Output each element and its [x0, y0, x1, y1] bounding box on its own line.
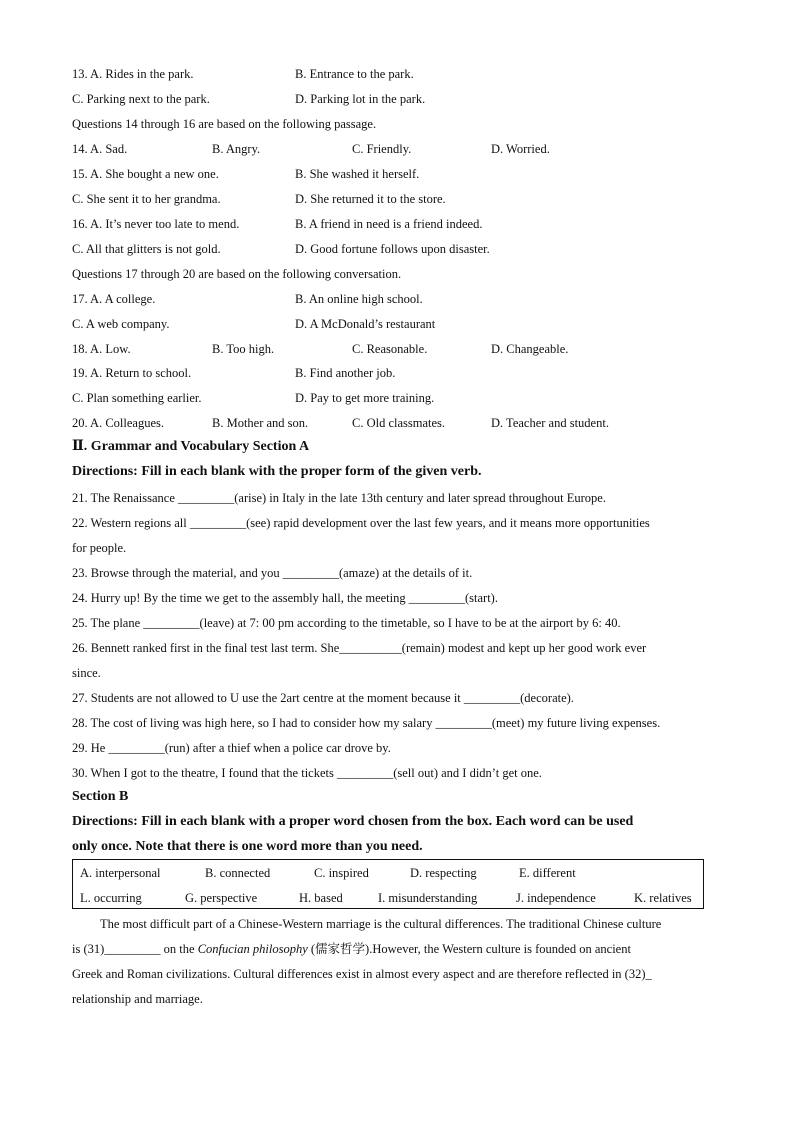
passage-line-2-end: (儒家哲学).However, the Western culture is founded on ancient [307, 942, 631, 956]
word-box-option: D. respecting [410, 866, 477, 880]
listening-option: C. A web company. [72, 317, 170, 331]
listening-option: 14. A. Sad. [72, 142, 128, 156]
section-b-heading: Section B [72, 789, 129, 804]
listening-option: B. A friend in need is a friend indeed. [295, 217, 483, 231]
listening-option: D. Good fortune follows upon disaster. [295, 242, 490, 256]
passage-line-3: Greek and Roman civilizations. Cultural differences exist in almost every aspect and are therefore reflected in (32)_ [72, 967, 652, 981]
passage-line-2 [72, 937, 722, 962]
section-a-directions: Directions: Fill in each blank with the proper form of the given verb. [72, 464, 482, 479]
listening-option: D. Teacher and student. [491, 416, 609, 430]
listening-option: 17. A. A college. [72, 292, 156, 306]
listening-option: D. A McDonald’s restaurant [295, 317, 436, 331]
listening-option: C. Friendly. [352, 142, 412, 156]
listening-option: D. Parking lot in the park. [295, 92, 426, 106]
listening-option: C. She sent it to her grandma. [72, 192, 221, 206]
listening-option: C. Reasonable. [352, 342, 428, 356]
listening-option: D. Worried. [491, 142, 550, 156]
listening-option: B. Entrance to the park. [295, 67, 414, 81]
word-box-option: J. independence [516, 891, 596, 905]
listening-option: C. All that glitters is not gold. [72, 242, 221, 256]
listening-option: 13. A. Rides in the park. [72, 67, 194, 81]
word-box-option: A. interpersonal [80, 866, 161, 880]
question-29: 29. He _________(run) after a thief when a police car drove by. [72, 741, 391, 755]
word-box [72, 859, 704, 909]
passage-line-4: relationship and marriage. [72, 992, 203, 1006]
question-26: 26. Bennett ranked first in the final test last term. She__________(remain) modest and kept up her good work ever [72, 641, 647, 655]
question-23: 23. Browse through the material, and you _________(amaze) at the details of it. [72, 566, 473, 580]
question-22-continued: for people. [72, 541, 127, 555]
question-22: 22. Western regions all _________(see) rapid development over the last few years, and it means more opportunities [72, 516, 650, 530]
word-box-option: I. misunderstanding [378, 891, 478, 905]
question-27: 27. Students are not allowed to U use the 2art centre at the moment because it _________(decorate). [72, 691, 574, 705]
listening-option: B. Too high. [212, 342, 275, 356]
listening-option: 15. A. She bought a new one. [72, 167, 219, 181]
section-a-heading: Ⅱ. Grammar and Vocabulary Section A [72, 439, 310, 454]
question-26-continued: since. [72, 666, 101, 680]
word-box-option: H. based [299, 891, 343, 905]
listening-option: B. Find another job. [295, 366, 396, 380]
question-24: 24. Hurry up! By the time we get to the assembly hall, the meeting _________(start). [72, 591, 498, 605]
listening-option: B. Mother and son. [212, 416, 309, 430]
passage-line-1: The most difficult part of a Chinese-Western marriage is the cultural differences. The traditional Chinese culture [100, 917, 662, 931]
listening-option: D. Changeable. [491, 342, 569, 356]
listening-option: B. Angry. [212, 142, 261, 156]
listening-option: Questions 17 through 20 are based on the following conversation. [72, 267, 402, 281]
listening-option: C. Old classmates. [352, 416, 446, 430]
listening-option: D. Pay to get more training. [295, 391, 435, 405]
word-box-option: L. occurring [80, 891, 142, 905]
word-box-option: B. connected [205, 866, 271, 880]
listening-option: 16. A. It’s never too late to mend. [72, 217, 240, 231]
word-box-option: G. perspective [185, 891, 258, 905]
word-box-option: K. relatives [634, 891, 692, 905]
listening-option: 19. A. Return to school. [72, 366, 192, 380]
listening-option: C. Plan something earlier. [72, 391, 202, 405]
listening-option: B. An online high school. [295, 292, 423, 306]
listening-option: Questions 14 through 16 are based on the following passage. [72, 117, 377, 131]
word-box-option: C. inspired [314, 866, 369, 880]
section-b-directions-line1: Directions: Fill in each blank with a proper word chosen from the box. Each word can be used [72, 814, 634, 829]
section-b-directions-line2: only once. Note that there is one word more than you need. [72, 839, 423, 854]
passage-italic-term: Confucian philosophy [197, 942, 308, 956]
question-28: 28. The cost of living was high here, so I had to consider how my salary _________(meet) my future living expenses. [72, 716, 661, 730]
question-25: 25. The plane _________(leave) at 7: 00 pm according to the timetable, so I have to be at the airport by 6: 40. [72, 616, 621, 630]
listening-option: D. She returned it to the store. [295, 192, 446, 206]
listening-option: C. Parking next to the park. [72, 92, 210, 106]
question-21: 21. The Renaissance _________(arise) in Italy in the late 13th century and later spread throughout Europe. [72, 491, 606, 505]
question-30: 30. When I got to the theatre, I found that the tickets _________(sell out) and I didn’t get one. [72, 766, 542, 780]
listening-option: B. She washed it herself. [295, 167, 420, 181]
word-box-option: E. different [519, 866, 576, 880]
listening-option: 18. A. Low. [72, 342, 131, 356]
passage-line-2-start: is (31)_________ on the [72, 942, 198, 956]
listening-option: 20. A. Colleagues. [72, 416, 165, 430]
